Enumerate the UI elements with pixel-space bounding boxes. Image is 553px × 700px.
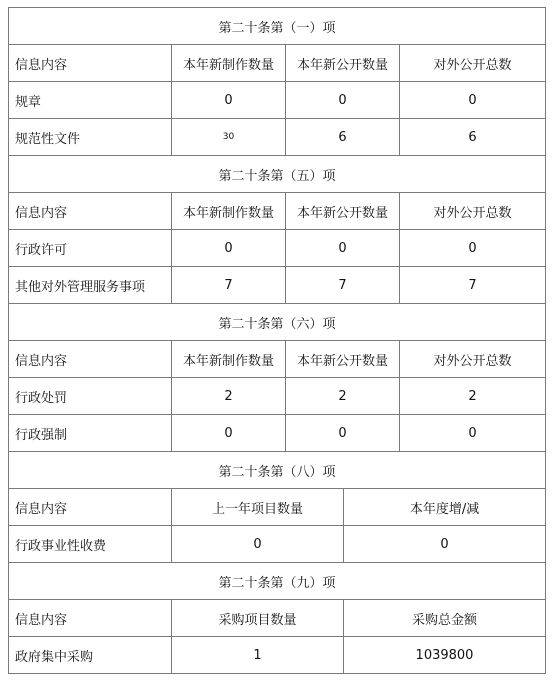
header-row [9, 489, 546, 526]
section-title-row [9, 452, 546, 489]
row-label: 行政事业性收费 [9, 526, 172, 563]
value-cell: 0 [286, 415, 400, 452]
header-cell: 采购总金额 [344, 600, 546, 637]
value-cell: 0 [172, 415, 286, 452]
value-cell: 6 [286, 119, 400, 156]
value-cell: 7 [172, 267, 286, 304]
header-cell: 上一年项目数量 [172, 489, 344, 526]
value-cell: 0 [400, 82, 546, 119]
header-row [9, 45, 546, 82]
row-label: 其他对外管理服务事项 [9, 267, 172, 304]
header-cell: 信息内容 [9, 193, 172, 230]
value-cell: 6 [400, 119, 546, 156]
table-row [9, 378, 546, 415]
value-cell: 1 [172, 637, 344, 674]
section-title: 第二十条第（九）项 [9, 563, 546, 600]
value-cell: 7 [286, 267, 400, 304]
table-row [9, 267, 546, 304]
section-title-row [9, 563, 546, 600]
header-cell: 本年新制作数量 [172, 45, 286, 82]
value-cell: 0 [172, 526, 344, 563]
header-cell: 本年新公开数量 [286, 45, 400, 82]
header-cell: 信息内容 [9, 600, 172, 637]
header-cell: 信息内容 [9, 341, 172, 378]
header-cell: 本年新公开数量 [286, 341, 400, 378]
row-label: 行政处罚 [9, 378, 172, 415]
header-cell: 信息内容 [9, 45, 172, 82]
section-title-row [9, 156, 546, 193]
header-cell: 对外公开总数 [400, 341, 546, 378]
value-cell: 2 [286, 378, 400, 415]
header-row [9, 600, 546, 637]
value-cell: 7 [400, 267, 546, 304]
value-cell: 1039800 [344, 637, 546, 674]
section-title: 第二十条第（六）项 [9, 304, 546, 341]
header-cell: 本年新制作数量 [172, 193, 286, 230]
value-cell: 0 [172, 82, 286, 119]
value-cell: 0 [400, 230, 546, 267]
table-row [9, 415, 546, 452]
disclosure-table [8, 7, 546, 674]
header-cell: 本年度增/减 [344, 489, 546, 526]
table-row [9, 119, 546, 156]
row-label: 政府集中采购 [9, 637, 172, 674]
header-cell: 对外公开总数 [400, 45, 546, 82]
value-cell: 30 [172, 119, 286, 156]
row-label: 规章 [9, 82, 172, 119]
table-row [9, 637, 546, 674]
header-row [9, 193, 546, 230]
row-label: 规范性文件 [9, 119, 172, 156]
header-cell: 本年新制作数量 [172, 341, 286, 378]
header-cell: 信息内容 [9, 489, 172, 526]
value-cell: 2 [400, 378, 546, 415]
section-title: 第二十条第（五）项 [9, 156, 546, 193]
header-cell: 本年新公开数量 [286, 193, 400, 230]
table-row [9, 526, 546, 563]
header-cell: 对外公开总数 [400, 193, 546, 230]
row-label: 行政许可 [9, 230, 172, 267]
section-title: 第二十条第（八）项 [9, 452, 546, 489]
table-row [9, 82, 546, 119]
value-cell: 0 [286, 230, 400, 267]
value-cell: 0 [286, 82, 400, 119]
row-label: 行政强制 [9, 415, 172, 452]
section-title-row [9, 8, 546, 45]
header-row [9, 341, 546, 378]
value-cell: 2 [172, 378, 286, 415]
section-title-row [9, 304, 546, 341]
value-cell: 0 [172, 230, 286, 267]
header-cell: 采购项目数量 [172, 600, 344, 637]
value-cell: 0 [400, 415, 546, 452]
table-row [9, 230, 546, 267]
value-cell: 0 [344, 526, 546, 563]
section-title: 第二十条第（一）项 [9, 8, 546, 45]
